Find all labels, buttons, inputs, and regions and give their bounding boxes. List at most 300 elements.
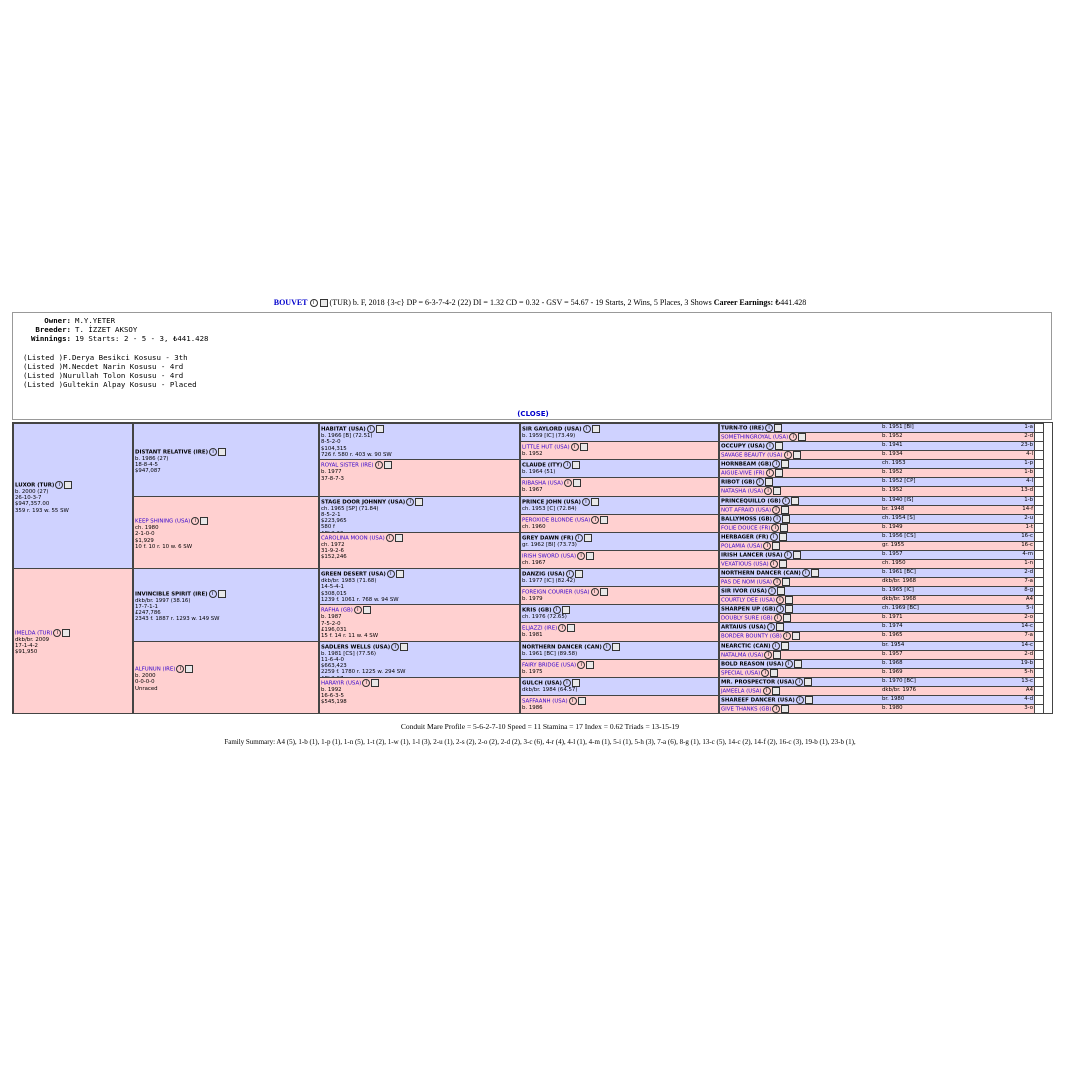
horse-link[interactable]: DOUBLY SURE (GB) [721,615,773,622]
horse-link[interactable]: CAROLINA MOON (USA) [321,535,385,542]
horse-info: b. 1961 [BC] [882,569,916,575]
save-icon[interactable] [396,570,404,578]
info-icon[interactable]: i [765,424,773,432]
horse-link[interactable]: GIVE THANKS (GB) [721,706,772,713]
save-icon[interactable] [376,425,384,433]
info-icon[interactable]: i [774,614,782,622]
save-icon[interactable] [782,578,790,586]
save-icon[interactable] [562,606,570,614]
horse-info-panel [12,312,1052,420]
save-icon[interactable] [781,460,789,468]
horse-detail-line: 17-1-4-2 [15,643,38,650]
info-icon[interactable]: i [783,632,791,640]
expand-arrow-icon[interactable] [1034,560,1043,568]
save-icon[interactable] [218,590,226,598]
save-icon[interactable] [774,424,782,432]
horse-link[interactable]: DANZIG (USA) [522,571,565,578]
horse-detail-line: Unraced [135,685,158,692]
close-link[interactable]: (CLOSE) [517,410,549,418]
info-icon[interactable]: i [575,534,583,542]
horse-detail-line: 15 f. 14 r. 11 w. 4 SW [321,633,379,640]
horse-detail-line: $308,015 [321,590,347,597]
pedigree-gen4-cell [520,532,719,551]
horse-link[interactable]: IMELDA (TUR) [15,630,53,637]
pedigree-gen1-cell [13,568,133,714]
horse-link[interactable]: PRINCEQUILLO (GB) [721,498,781,504]
horse-info: ch. 1950 [882,559,906,566]
horse-link[interactable]: ROYAL SISTER (IRE) [321,462,374,469]
save-icon[interactable] [791,497,799,505]
info-icon[interactable]: i [362,679,370,687]
horse-link[interactable]: RIBOT (GB) [721,479,755,486]
horse-link[interactable]: HORNBEAM (GB) [721,461,772,468]
info-icon[interactable]: i [209,448,217,456]
expand-arrow-icon[interactable] [1034,651,1043,659]
pedigree-gen4-cell [520,622,719,641]
save-icon[interactable] [782,515,790,523]
info-icon[interactable]: i [569,697,577,705]
save-icon[interactable] [592,425,600,433]
save-icon[interactable] [384,461,392,469]
info-icon[interactable]: i [768,587,776,595]
horse-detail-line: b. 1966 [B] (72.51) [321,433,373,439]
expand-arrow-icon[interactable] [1034,551,1043,559]
family-number: 14-f [1022,505,1033,512]
family-number: 1-a [1024,424,1033,430]
horse-detail-line: b. 1987 [321,614,342,621]
save-icon[interactable] [400,643,408,651]
expand-arrow-icon[interactable] [1034,442,1043,450]
horse-detail-line: 8-5-2-1 [321,511,341,518]
horse-link[interactable]: BALLYMOSS (GB) [721,516,773,523]
pedigree-gen4-cell [520,695,719,714]
pedigree-gen3-cell [319,568,520,605]
horse-detail-line: b. 1977 [321,469,342,476]
info-icon[interactable]: i [387,570,395,578]
expand-arrow-icon[interactable] [1034,451,1043,459]
info-icon[interactable]: i [564,479,572,487]
save-icon[interactable] [777,587,785,595]
horse-detail-line: $947,087 [135,468,161,475]
save-icon[interactable] [765,478,773,486]
horse-link[interactable]: MR. PROSPECTOR (USA) [721,679,795,686]
horse-info: dkb/br. 1976 [882,686,917,693]
horse-info: b. 1952 [882,433,903,440]
save-icon[interactable] [779,560,787,568]
info-icon[interactable]: i [582,498,590,506]
expand-arrow-icon[interactable] [1034,460,1043,468]
horse-detail-line: 726 f. 580 r. 403 w. 90 SW [321,451,392,458]
horse-link[interactable]: OCCUPY (USA) [721,443,765,450]
horse-name-link[interactable]: BOUVET [273,298,308,307]
save-icon[interactable] [573,479,581,487]
info-icon[interactable]: i [784,451,792,459]
horse-link[interactable]: GREY DAWN (FR) [522,535,574,542]
expand-arrow-icon[interactable] [1034,669,1043,677]
info-icon[interactable]: i [563,679,571,687]
horse-link[interactable]: ARTAIUS (USA) [721,624,767,631]
info-icon[interactable]: i [763,542,771,550]
info-icon[interactable]: i [772,460,780,468]
info-icon[interactable]: i [785,660,793,668]
pedigree-gen2-cell [133,641,319,715]
horse-link[interactable]: FAIRY BRIDGE (USA) [522,662,577,669]
expand-arrow-icon[interactable] [1034,497,1043,505]
horse-link[interactable]: KEEP SHINING (USA) [135,518,191,525]
horse-detail-line: b. 1979 [522,596,543,603]
horse-link[interactable]: POLAMIA (USA) [721,543,763,550]
expand-arrow-icon[interactable] [1034,587,1043,595]
family-number: 14-c [1021,623,1033,630]
info-icon[interactable]: i [761,669,769,677]
family-number: 1-n [1024,559,1033,566]
info-icon[interactable]: i [591,516,599,524]
race-result: (Listed )Nurullah Tolon Kosusu - 4rd [23,371,184,380]
info-icon[interactable]: i [767,623,775,631]
horse-detail-line: 10 f. 10 r. 10 w. 6 SW [135,543,193,550]
race-result: (Listed )F.Derya Besikci Kosusu - 3th [23,353,188,362]
save-icon[interactable] [185,665,193,673]
horse-link[interactable]: INVINCIBLE SPIRIT (IRE) [135,591,208,597]
save-icon[interactable] [805,696,813,704]
family-number: 2-u [1024,514,1033,521]
horse-info: b. 1980 [882,704,903,711]
save-icon[interactable] [567,624,575,632]
save-icon[interactable] [363,606,371,614]
save-icon[interactable] [781,642,789,650]
info-icon[interactable]: i [406,498,414,506]
info-icon[interactable]: i [375,461,383,469]
save-icon[interactable] [793,551,801,559]
info-icon[interactable]: i [55,481,63,489]
expand-arrow-icon[interactable] [1034,623,1043,631]
info-icon[interactable]: i [354,606,362,614]
horse-link[interactable]: BORDER BOUNTY (GB) [721,633,782,640]
info-icon[interactable]: i [603,643,611,651]
horse-info: b. 1952 [882,469,903,476]
info-icon[interactable]: i [583,425,591,433]
horse-link[interactable]: VEXATIOUS (USA) [721,561,769,568]
info-icon[interactable]: i [795,678,803,686]
horse-link[interactable]: RAFHA (GB) [321,607,353,614]
pedigree-gen4-cell [520,677,719,696]
horse-detail-line: 359 r. 193 w. 55 SW [15,507,69,514]
save-icon[interactable] [600,588,608,596]
save-icon[interactable] [770,669,778,677]
pedigree-gen4-cell [520,477,719,496]
save-icon[interactable] [776,623,784,631]
horse-link[interactable]: HARAYIR (USA) [321,680,362,687]
save-icon[interactable] [775,469,783,477]
info-icon[interactable]: i [310,299,318,307]
info-icon[interactable]: i [591,588,599,596]
info-icon[interactable]: i [782,497,790,505]
horse-detail-line: b. 1981 [522,632,543,639]
info-icon[interactable]: i [558,624,566,632]
expand-arrow-icon[interactable] [1034,487,1043,495]
pedigree-gen4-cell [520,459,719,478]
horse-info: ch. 1953 [882,460,906,467]
horse-link[interactable]: NATALMA (USA) [721,652,764,659]
save-icon[interactable] [600,516,608,524]
expand-arrow-icon[interactable] [1034,578,1043,586]
save-icon[interactable] [811,569,819,577]
horse-info: b. 1969 [882,668,903,675]
horse-info: b. 1951 [BI] [882,424,914,430]
horse-link[interactable]: IRISH LANCER (USA) [721,552,783,559]
pedigree-gen4-cell [520,496,719,515]
info-icon[interactable]: i [566,570,574,578]
family-number: 4-l [1026,478,1033,485]
pedigree-gen1-cell [13,423,133,569]
horse-detail-line: 7-5-2-0 [321,620,341,627]
expand-arrow-icon[interactable] [1034,478,1043,486]
info-icon[interactable]: i [756,478,764,486]
horse-link[interactable]: SAVAGE BEAUTY (USA) [721,452,783,459]
horse-detail-line: $152,246 [321,554,347,561]
save-icon[interactable] [793,451,801,459]
horse-detail-line: dkb/br. 1997 (38.16) [135,597,191,604]
winnings-value: 19 Starts: 2 - 5 - 3, ₺441.428 [75,334,209,343]
expand-arrow-icon[interactable] [1034,614,1043,622]
info-icon[interactable]: i [772,705,780,713]
expand-arrow-icon[interactable] [1034,506,1043,514]
horse-info: dkb/br. 1968 [882,596,917,603]
info-icon[interactable]: i [191,517,199,525]
horse-link[interactable]: DISTANT RELATIVE (IRE) [135,449,209,456]
family-number: 7-a [1024,632,1033,639]
info-icon[interactable]: i [773,578,781,586]
family-number: 16-c [1021,532,1033,539]
info-icon[interactable]: i [773,515,781,523]
info-icon[interactable]: i [764,651,772,659]
horse-link[interactable]: SADLERS WELLS (USA) [321,644,391,650]
expand-arrow-icon[interactable] [1034,433,1043,441]
horse-info: b. 1974 [882,623,903,630]
horse-link[interactable]: PRINCE JOHN (USA) [522,499,581,505]
horse-link[interactable]: PEROXIDE BLONDE (USA) [522,517,591,524]
horse-link[interactable]: LUXOR (TUR) [15,482,55,489]
expand-arrow-icon[interactable] [1034,632,1043,640]
expand-arrow-icon[interactable] [1034,696,1043,704]
info-icon[interactable]: i [391,643,399,651]
save-icon[interactable] [580,443,588,451]
save-icon[interactable] [584,534,592,542]
horse-link[interactable]: SHAREEF DANCER (USA) [721,697,795,704]
horse-link[interactable]: NORTHERN DANCER (CAN) [721,570,801,577]
horse-link[interactable]: FOREIGN COURIER (USA) [522,589,590,596]
save-icon[interactable] [781,506,789,514]
expand-arrow-icon[interactable] [1034,542,1043,550]
horse-detail-line: $545,198 [321,699,347,706]
horse-link[interactable]: SPECIAL (USA) [721,670,761,677]
horse-detail-line: b. 1959 [IC] (73.49) [522,433,576,439]
horse-link[interactable]: HERBAGER (FR) [721,534,769,541]
save-icon[interactable] [320,299,328,307]
horse-link[interactable]: SOMETHINGROYAL (USA) [721,434,789,441]
horse-link[interactable]: GREEN DESERT (USA) [321,571,386,578]
info-icon[interactable]: i [796,696,804,704]
expand-arrow-icon[interactable] [1034,533,1043,541]
save-icon[interactable] [415,498,423,506]
info-icon[interactable]: i [209,590,217,598]
info-icon[interactable]: i [553,606,561,614]
horse-detail-line: ch. 1980 [135,525,159,531]
horse-detail-line: $104,315 [321,445,347,452]
family-number: 5-i [1026,605,1033,612]
expand-arrow-icon[interactable] [1034,678,1043,686]
info-icon[interactable]: i [770,533,778,541]
save-icon[interactable] [395,534,403,542]
horse-detail-line: dkb/br. 1984 (64.57) [522,686,578,693]
info-icon[interactable]: i [764,487,772,495]
horse-link[interactable]: NORTHERN DANCER (CAN) [522,644,602,650]
expand-arrow-icon[interactable] [1034,515,1043,523]
horse-detail-line: 17-7-1-1 [135,603,158,610]
save-icon[interactable] [783,614,791,622]
save-icon[interactable] [772,542,780,550]
info-icon[interactable]: i [577,552,585,560]
horse-detail-line: ch. 1976 (72.65) [522,614,567,621]
horse-info: b. 1968 [882,659,903,666]
info-icon[interactable]: i [571,443,579,451]
save-icon[interactable] [794,660,802,668]
horse-detail-line: b. 1981 [CS] (77.56) [321,650,377,657]
horse-link[interactable]: RIBASHA (USA) [522,480,563,487]
save-icon[interactable] [62,629,70,637]
save-icon[interactable] [586,552,594,560]
save-icon[interactable] [772,687,780,695]
horse-link[interactable]: JAMEELA (USA) [721,688,762,695]
save-icon[interactable] [775,442,783,450]
save-icon[interactable] [780,524,788,532]
save-icon[interactable] [64,481,72,489]
save-icon[interactable] [781,705,789,713]
horse-link[interactable]: CLAUDE (ITY) [522,462,563,469]
horse-link[interactable]: IRISH SWORD (USA) [522,553,577,560]
info-icon[interactable]: i [789,433,797,441]
save-icon[interactable] [578,697,586,705]
expand-arrow-icon[interactable] [1034,660,1043,668]
horse-link[interactable]: HABITAT (USA) [321,426,366,433]
horse-link[interactable]: NOT AFRAID (USA) [721,507,772,514]
save-icon[interactable] [785,596,793,604]
save-icon[interactable] [792,632,800,640]
family-number: 2-d [1024,569,1033,575]
info-icon[interactable]: i [763,687,771,695]
pedigree-gen4-cell [520,604,719,623]
save-icon[interactable] [218,448,226,456]
info-icon[interactable]: i [772,506,780,514]
pedigree-gen4-cell [520,441,719,460]
horse-info: b. 1965 [882,632,903,639]
horse-link[interactable]: SHARPEN UP (GB) [721,606,776,613]
info-icon[interactable]: i [563,461,571,469]
expand-arrow-icon[interactable] [1034,424,1043,432]
save-icon[interactable] [586,661,594,669]
save-icon[interactable] [572,679,580,687]
pedigree-gen5-cell [719,704,1044,714]
save-icon[interactable] [798,433,806,441]
expand-arrow-icon[interactable] [1034,687,1043,695]
horse-detail-line: dkb/br. 2009 [15,636,50,643]
horse-link[interactable]: STAGE DOOR JOHNNY (USA) [321,499,406,505]
pedigree-gen3-cell [319,459,520,496]
info-icon[interactable]: i [771,524,779,532]
info-icon[interactable]: i [766,442,774,450]
save-icon[interactable] [804,678,812,686]
expand-arrow-icon[interactable] [1034,596,1043,604]
info-icon[interactable]: i [386,534,394,542]
horse-link[interactable]: SIR IVOR (USA) [721,588,767,595]
horse-link[interactable]: SAFFAANH (USA) [522,698,568,705]
horse-link[interactable]: ELJAZZI (IRE) [522,625,558,632]
family-summary: Family Summary: A4 (5), 1-b (1), 1-p (1), 1-n (5), 1-t (2), 1-w (1), 1-l (3), 2-u (1), 2-s (2), 2-o (2), 2-d (2), 3-c (6), 4-r (4), 4-l (1), 4-m (1), 5-i (1), 5-h (3), 7-a (6), 8-g (1), 13-c (5), 14-c (2), 14-f (2), 16-c (3), 19-b (1), 23-b (1), [224,738,856,746]
family-number: A4 [1025,686,1033,693]
expand-arrow-icon[interactable] [1034,469,1043,477]
save-icon[interactable] [779,533,787,541]
info-icon[interactable]: i [784,551,792,559]
expand-arrow-icon[interactable] [1034,524,1043,532]
save-icon[interactable] [200,517,208,525]
horse-link[interactable]: NEARCTIC (CAN) [721,643,771,649]
info-icon[interactable]: i [577,661,585,669]
info-icon[interactable]: i [766,469,774,477]
save-icon[interactable] [785,605,793,613]
horse-link[interactable]: NATASHA (USA) [721,488,764,495]
info-icon[interactable]: i [772,642,780,650]
pedigree-gen2-cell [133,568,319,642]
family-number: 16-c [1021,541,1033,548]
expand-arrow-icon[interactable] [1034,642,1043,650]
expand-arrow-icon[interactable] [1034,569,1043,577]
info-icon[interactable]: i [770,560,778,568]
info-icon[interactable]: i [802,569,810,577]
info-icon[interactable]: i [367,425,375,433]
save-icon[interactable] [773,487,781,495]
horse-link[interactable]: COURTLY DEE (USA) [721,597,775,604]
info-icon[interactable]: i [776,605,784,613]
horse-link[interactable]: SIR GAYLORD (USA) [522,426,582,433]
horse-link[interactable]: LITTLE HUT (USA) [522,444,570,451]
horse-detail-line: ch. 1965 [SP] (71.84) [321,505,379,512]
expand-arrow-icon[interactable] [1034,605,1043,613]
save-icon[interactable] [572,461,580,469]
horse-link[interactable]: AIGUE-VIVE (FR) [721,470,765,477]
horse-detail-line: 2259 f. 1780 r. 1225 w. 294 SW [321,669,406,676]
info-icon[interactable]: i [53,629,61,637]
horse-detail-line: $223,965 [321,518,347,525]
horse-link[interactable]: TURN-TO (IRE) [721,425,765,432]
save-icon[interactable] [773,651,781,659]
horse-link[interactable]: BOLD REASON (USA) [721,661,784,668]
save-icon[interactable] [371,679,379,687]
horse-info: b. 1941 [882,442,903,449]
expand-arrow-icon[interactable] [1034,705,1043,713]
horse-link[interactable]: KRIS (GB) [522,607,552,614]
info-icon[interactable]: i [776,596,784,604]
save-icon[interactable] [591,498,599,506]
horse-detail-line: £196,031 [321,626,347,633]
horse-info: b. 1952 [CP] [882,478,916,485]
horse-link[interactable]: GULCH (USA) [522,680,562,687]
save-icon[interactable] [575,570,583,578]
horse-link[interactable]: FOLIE DOUCE (FR) [721,525,771,532]
info-icon[interactable]: i [176,665,184,673]
horse-link[interactable]: ALFUNUN (IRE) [135,666,176,673]
horse-link[interactable]: PAS DE NOM (USA) [721,579,773,586]
save-icon[interactable] [612,643,620,651]
